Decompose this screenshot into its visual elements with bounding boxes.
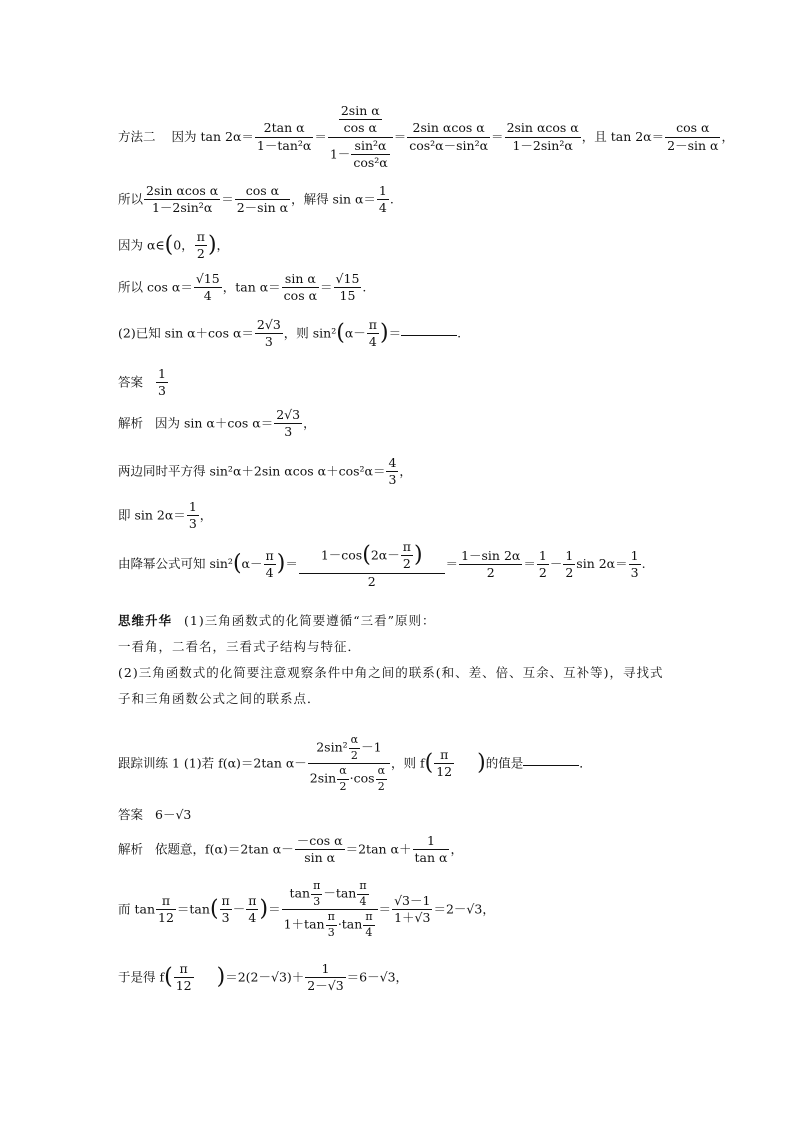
answer-blank: [523, 764, 579, 766]
answer-label: 答案: [118, 374, 144, 390]
answer-practice-1: 答案 6－√3: [118, 807, 192, 822]
solution-practice-line-2: 而 tan $\frac{\pi}{12}$ ＝tan( $\frac{\pi}{3}$ － $\frac{\pi}{4}$ )＝ tan $\frac{\pi}{3}$ －tan $\frac{\pi}{4}$ 1＋tan $\frac{\pi}{3}$ ·tan $\frac{\pi}{4}$ ＝ $\frac{√3-1}{1+√3}$ ＝2－√3，: [118, 879, 495, 939]
question-2: (2)已知 sin α＋cos α＝ $\frac{2√3}{3}$ ，则 sin²(α－ $\frac{\pi}{4}$ )＝ .: [118, 317, 462, 350]
solution-2-line-2: 两边同时平方得 sin²α＋2sin αcos α＋cos²α＝ $\frac{4}{3}$ ，: [118, 455, 412, 488]
solution-practice-line-3: 于是得 f( $\frac{\pi}{12}$ )＝2(2－√3)＋ $\frac{1}{2-√3}$ ＝6－√3，: [118, 961, 409, 994]
think-summary-title: 思维升华: [118, 613, 173, 628]
think-summary-line-4: 子和三角函数公式之间的联系点．: [118, 691, 321, 706]
solution-2-line-3: 即 sin 2α＝ $\frac{1}{3}$ ，: [118, 499, 213, 532]
therefore-line-2: 所以 cos α＝ $\frac{√15}{4}$ ，tan α＝ $\frac{\text{sin α}}{\text{cos α}}$ ＝ $\frac{√15}{15}$ .: [118, 271, 367, 304]
answer-blank: [401, 334, 457, 336]
solution-practice-line-1: 解析 依题意，f(α)＝2tan α－ $\frac{\text{－cos α}}{\text{sin α}}$ ＝2tan α＋ $\frac{1}{\text{tan α}}$ ，: [118, 833, 463, 866]
think-summary-line-2: 一看角，二看名，三看式子结构与特征．: [118, 639, 362, 654]
think-summary-line-1: 思维升华 (1)三角函数式的化简要遵循“三看”原则：: [118, 613, 436, 628]
answer-label: 答案: [118, 807, 144, 822]
solution-label: 解析: [118, 841, 144, 857]
solution-2-line-1: 解析 因为 sin α＋cos α＝ $\frac{2√3}{3}$ ，: [118, 407, 316, 440]
practice-question-1: 跟踪训练 1 (1)若 f(α)＝2tan α－ 2sin² $\frac{\alpha}{2}$ －1 2sin $\frac{\alpha}{2}$ ·cos $\frac{\alpha}{2}$ ，则 f( $\frac{\pi}{12}$ )的值是 ．: [118, 733, 592, 793]
therefore-line-1: 所以 $\frac{\text{2sin αcos α}}{\text{1－2sin²α}}$ ＝ $\frac{\text{cos α}}{\text{2－sin α}}$ ，解得 sin α＝ $\frac{1}{4}$ .: [118, 183, 394, 216]
alpha-range-line: 因为 α∈(0， $\frac{\pi}{2}$ )，: [118, 229, 230, 262]
solution-2-line-4: 由降幂公式可知 sin²(α－ $\frac{\pi}{4}$ )＝ 1－cos(2α－ $\frac{\pi}{2}$ ) 2 ＝ $\frac{1-\sin 2\alpha}{2}$ ＝ $\frac{1}{2}$ － $\frac{1}{2}$ sin 2α＝ $\frac{1}{3}$ .: [118, 539, 646, 589]
think-summary-line-3: (2)三角函数式的化简要注意观察条件中角之间的联系(和、差、倍、互余、互补等)，寻找式: [118, 665, 664, 680]
method-two-line: 方法二 因为 tan 2α＝ $\frac{\text{2tan α}}{\text{1－tan²α}}$ ＝ $\frac{\text{2sin α}}{\text{cos α}}$ 1－ $\frac{\text{sin²α}}{\text{cos²α}}$ ＝ $\frac{\text{2sin αcos α}}{\text{cos²α－sin²α}}$ ＝ $\frac{\text{2sin αcos α}}{\text{1－2sin²α}}$ ，且 tan 2α＝ $\frac{\text{cos α}}{\text{2－sin α}}$ ，: [118, 103, 734, 171]
answer-2: 答案 $\frac{1}{3}$: [118, 366, 166, 399]
solution-label: 解析: [118, 415, 144, 431]
method-two-label: 方法二: [118, 128, 156, 144]
